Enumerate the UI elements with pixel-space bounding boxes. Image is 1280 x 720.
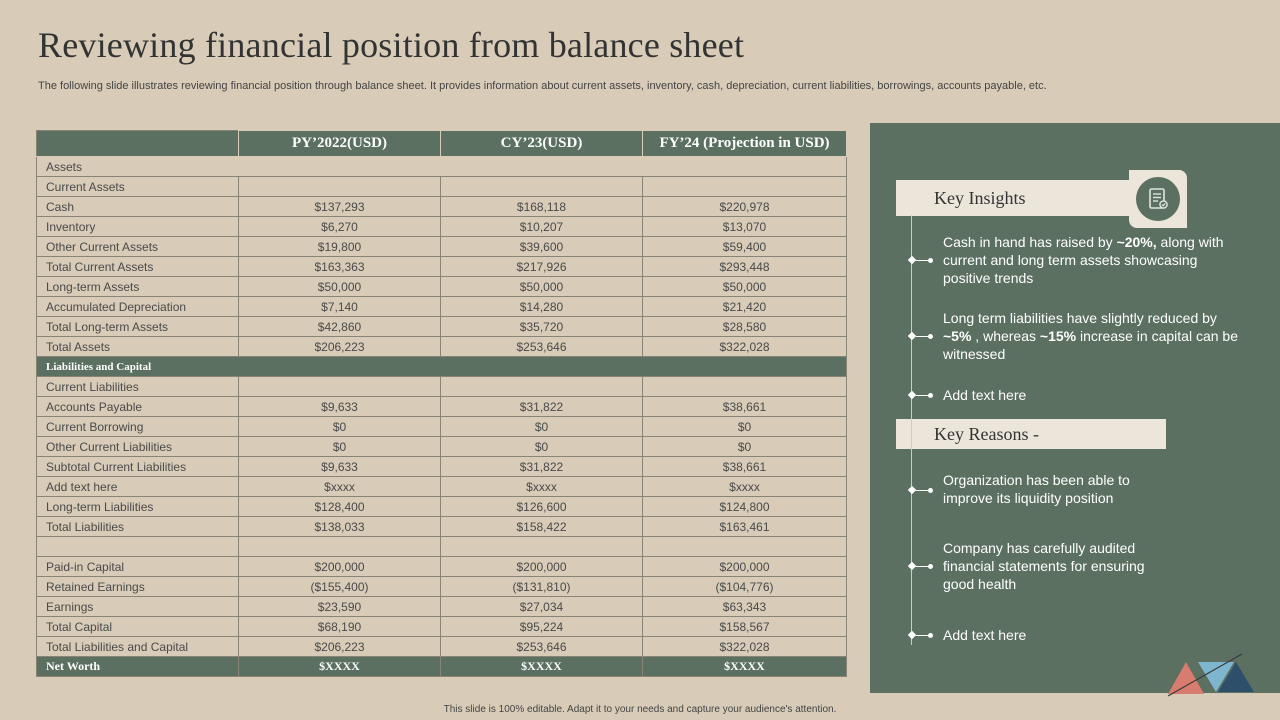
value-cell: $0: [441, 417, 643, 437]
value-cell: $9,633: [239, 397, 441, 417]
value-cell: $14,280: [441, 297, 643, 317]
value-cell: $9,633: [239, 457, 441, 477]
value-cell: ($131,810): [441, 577, 643, 597]
key-reason-item: [943, 539, 1173, 593]
value-cell: $xxxx: [239, 477, 441, 497]
key-reason-item: [943, 626, 1243, 644]
value-cell: $68,190: [239, 617, 441, 637]
key-insight-item: [943, 233, 1243, 287]
value-cell: $95,224: [441, 617, 643, 637]
row-label-cell: Inventory: [37, 217, 239, 237]
value-cell: $63,343: [643, 597, 847, 617]
row-label-cell: Total Liabilities and Capital: [37, 637, 239, 657]
value-cell: ($104,776): [643, 577, 847, 597]
row-label-cell: Add text here: [37, 477, 239, 497]
value-cell: $28,580: [643, 317, 847, 337]
value-cell: $59,400: [643, 237, 847, 257]
table-row: [37, 337, 847, 357]
row-label-cell: [37, 537, 239, 557]
bullet-text-part: Organization has been able to improve its liquidity position: [943, 472, 1130, 506]
row-label-cell: Subtotal Current Liabilities: [37, 457, 239, 477]
decorative-triangles: [1164, 650, 1274, 698]
value-cell: $163,461: [643, 517, 847, 537]
value-cell: $220,978: [643, 197, 847, 217]
value-cell: $XXXX: [643, 657, 847, 677]
value-cell: $21,420: [643, 297, 847, 317]
value-cell: $168,118: [441, 197, 643, 217]
row-label-cell: Total Long-term Assets: [37, 317, 239, 337]
value-cell: $42,860: [239, 317, 441, 337]
value-cell: $31,822: [441, 397, 643, 417]
table-row: [37, 437, 847, 457]
timeline-marker: [912, 256, 936, 264]
value-cell: $38,661: [643, 457, 847, 477]
row-label-cell: Current Borrowing: [37, 417, 239, 437]
timeline-marker: [912, 332, 936, 340]
value-cell: $50,000: [239, 277, 441, 297]
value-cell: $206,223: [239, 637, 441, 657]
row-label-cell: Net Worth: [37, 657, 239, 677]
table-row: [37, 217, 847, 237]
row-label-cell: Long-term Liabilities: [37, 497, 239, 517]
value-cell: $7,140: [239, 297, 441, 317]
table-row: [37, 257, 847, 277]
row-label-cell: Total Liabilities: [37, 517, 239, 537]
value-cell: $200,000: [239, 557, 441, 577]
value-cell: $27,034: [441, 597, 643, 617]
row-label-cell: Total Capital: [37, 617, 239, 637]
value-cell: $158,567: [643, 617, 847, 637]
value-cell: $38,661: [643, 397, 847, 417]
value-cell: $23,590: [239, 597, 441, 617]
table-row: [37, 157, 847, 177]
table-header-cell: FY’24 (Projection in USD): [643, 131, 847, 157]
table-row: [37, 317, 847, 337]
timeline-marker: [912, 486, 936, 494]
row-label-cell: Long-term Assets: [37, 277, 239, 297]
value-cell: [239, 537, 441, 557]
value-cell: $253,646: [441, 637, 643, 657]
value-cell: $0: [239, 417, 441, 437]
value-cell: ($155,400): [239, 577, 441, 597]
value-cell: $217,926: [441, 257, 643, 277]
table-row: [37, 657, 847, 677]
value-cell: $13,070: [643, 217, 847, 237]
value-cell: $200,000: [643, 557, 847, 577]
value-cell: $137,293: [239, 197, 441, 217]
value-cell: [441, 377, 643, 397]
bullet-text-part: along with current and long term assets showcasing positive trends: [943, 234, 1224, 286]
bullet-text-part: Long term liabilities have slightly reduced by: [943, 310, 1217, 326]
value-cell: [643, 377, 847, 397]
table-row: [37, 237, 847, 257]
value-cell: $126,600: [441, 497, 643, 517]
row-label-cell: Accumulated Depreciation: [37, 297, 239, 317]
value-cell: $206,223: [239, 337, 441, 357]
value-cell: $39,600: [441, 237, 643, 257]
highlight-text: ~15%: [1039, 328, 1077, 344]
table-row: [37, 417, 847, 437]
table-row: [37, 617, 847, 637]
value-cell: $0: [441, 437, 643, 457]
row-label-cell: Other Current Liabilities: [37, 437, 239, 457]
balance-sheet-table: [36, 130, 847, 677]
highlight-text: ~5%: [943, 328, 972, 344]
row-label-cell: Liabilities and Capital: [37, 357, 847, 377]
value-cell: [239, 377, 441, 397]
highlight-text: ~20%,: [1116, 234, 1157, 250]
bullet-text-part: , whereas: [971, 328, 1040, 344]
table-row: [37, 277, 847, 297]
value-cell: $10,207: [441, 217, 643, 237]
table-row: [37, 357, 847, 377]
table-row: [37, 477, 847, 497]
value-cell: $50,000: [643, 277, 847, 297]
key-reasons-title: Key Reasons -: [934, 424, 1039, 444]
timeline-line: [911, 215, 912, 645]
value-cell: [441, 537, 643, 557]
bullet-text-part: Cash in hand has raised by: [943, 234, 1117, 250]
table-row: [37, 577, 847, 597]
value-cell: $50,000: [441, 277, 643, 297]
table-row: [37, 457, 847, 477]
value-cell: $XXXX: [239, 657, 441, 677]
value-cell: $200,000: [441, 557, 643, 577]
table-row: [37, 177, 847, 197]
table-row: [37, 377, 847, 397]
page-title: Reviewing financial position from balance sheet: [38, 25, 745, 65]
value-cell: $0: [643, 417, 847, 437]
value-cell: $163,363: [239, 257, 441, 277]
page-subtitle: The following slide illustrates reviewing financial position through balance sheet. It provides information about current assets, inventory, cash, depreciation, current liabilities, borrowings, accounts payable, etc.: [38, 80, 1047, 92]
value-cell: $31,822: [441, 457, 643, 477]
row-label-cell: Accounts Payable: [37, 397, 239, 417]
value-cell: $158,422: [441, 517, 643, 537]
table-row: [37, 597, 847, 617]
table-row: [37, 297, 847, 317]
key-reasons-header: [896, 419, 1166, 449]
value-cell: $138,033: [239, 517, 441, 537]
footer-note: This slide is 100% editable. Adapt it to your needs and capture your audience's attention.: [443, 704, 837, 715]
key-reason-item: [943, 471, 1173, 507]
table-row: [37, 557, 847, 577]
bullet-text-part: Add text here: [943, 387, 1027, 403]
row-label-cell: Earnings: [37, 597, 239, 617]
row-label-cell: Current Assets: [37, 177, 239, 197]
row-label-cell: Cash: [37, 197, 239, 217]
key-insight-item: [943, 309, 1243, 363]
value-cell: $35,720: [441, 317, 643, 337]
key-insight-item: [943, 386, 1243, 404]
table-row: [37, 397, 847, 417]
value-cell: $xxxx: [643, 477, 847, 497]
bullet-text-part: Company has carefully audited financial statements for ensuring good health: [943, 540, 1145, 592]
value-cell: $19,800: [239, 237, 441, 257]
table-header-row: [37, 131, 847, 157]
row-label-cell: Paid-in Capital: [37, 557, 239, 577]
value-cell: $293,448: [643, 257, 847, 277]
table-header-cell: [37, 131, 239, 157]
timeline-marker: [912, 391, 936, 399]
document-checklist-icon: [1136, 177, 1180, 221]
timeline-marker: [912, 562, 936, 570]
value-cell: [239, 177, 441, 197]
row-label-cell: Assets: [37, 157, 847, 177]
table-row: [37, 637, 847, 657]
value-cell: $0: [239, 437, 441, 457]
value-cell: $128,400: [239, 497, 441, 517]
value-cell: $xxxx: [441, 477, 643, 497]
value-cell: [643, 177, 847, 197]
value-cell: [643, 537, 847, 557]
value-cell: $6,270: [239, 217, 441, 237]
key-insights-title: Key Insights: [934, 188, 1026, 208]
value-cell: $253,646: [441, 337, 643, 357]
table-row: [37, 537, 847, 557]
row-label-cell: Current Liabilities: [37, 377, 239, 397]
row-label-cell: Total Current Assets: [37, 257, 239, 277]
table-row: [37, 517, 847, 537]
value-cell: [441, 177, 643, 197]
bullet-text-part: increase in capital can be witnessed: [943, 328, 1238, 362]
timeline-marker: [912, 631, 936, 639]
value-cell: $322,028: [643, 337, 847, 357]
key-insights-header: [896, 180, 1130, 216]
value-cell: $0: [643, 437, 847, 457]
value-cell: $XXXX: [441, 657, 643, 677]
row-label-cell: Total Assets: [37, 337, 239, 357]
table-header-cell: CY’23(USD): [441, 131, 643, 157]
value-cell: $124,800: [643, 497, 847, 517]
bullet-text-part: Add text here: [943, 627, 1027, 643]
table-row: [37, 497, 847, 517]
table-body: [37, 157, 847, 677]
table-header-cell: PY’2022(USD): [239, 131, 441, 157]
value-cell: $322,028: [643, 637, 847, 657]
key-insights-icon-box: [1129, 170, 1187, 228]
row-label-cell: Other Current Assets: [37, 237, 239, 257]
table-row: [37, 197, 847, 217]
row-label-cell: Retained Earnings: [37, 577, 239, 597]
